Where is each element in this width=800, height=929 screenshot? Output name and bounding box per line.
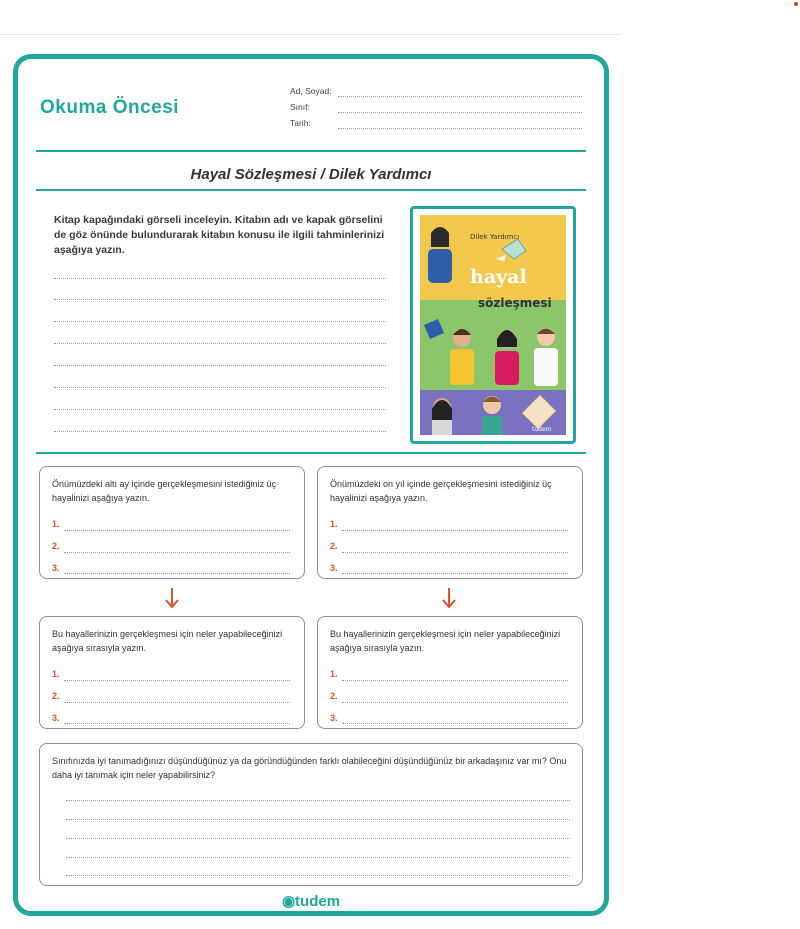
answer-line[interactable] — [54, 409, 386, 410]
item-number: 1. — [52, 519, 60, 529]
answer-line[interactable] — [64, 723, 290, 724]
dreams-six-months-box — [39, 466, 305, 579]
subtitle-rule — [36, 189, 586, 191]
logo-mark-icon: ◉ — [281, 893, 296, 910]
worksheet-frame — [13, 54, 609, 916]
dreams-ten-years-box — [317, 466, 583, 579]
date-label: Tarih: — [290, 118, 311, 128]
name-label: Ad, Soyad: — [290, 86, 332, 96]
answer-line[interactable] — [66, 800, 570, 801]
tudem-logo — [264, 893, 358, 911]
answer-line[interactable] — [64, 680, 290, 681]
book-cover-image — [420, 215, 566, 435]
top-divider — [0, 34, 620, 35]
arrow-down-icon — [165, 587, 179, 609]
answer-line[interactable] — [342, 573, 568, 574]
item-number: 1. — [330, 669, 338, 679]
item-number: 3. — [52, 713, 60, 723]
cover-publisher: tudem — [532, 426, 552, 433]
plan-left-box — [39, 616, 305, 729]
answer-line[interactable] — [342, 702, 568, 703]
answer-line[interactable] — [66, 838, 570, 839]
cover-title-line1: hayal — [470, 266, 527, 288]
answer-line[interactable] — [54, 431, 386, 432]
dreams-ten-years-prompt: Önümüzdeki on yıl içinde gerçekleşmesini istediğiniz üç hayalinizi aşağıya yazın. — [330, 479, 552, 503]
name-field[interactable] — [338, 96, 582, 97]
answer-line[interactable] — [342, 552, 568, 553]
date-field[interactable] — [338, 128, 582, 129]
item-number: 1. — [52, 669, 60, 679]
answer-line[interactable] — [64, 530, 290, 531]
answer-line[interactable] — [64, 573, 290, 574]
class-field[interactable] — [338, 112, 582, 113]
page-title: Okuma Öncesi — [40, 97, 180, 118]
answer-line[interactable] — [342, 680, 568, 681]
logo-text: tudem — [295, 893, 341, 910]
class-label: Sınıf: — [290, 102, 310, 112]
item-number: 3. — [52, 563, 60, 573]
cover-title-line2: sözleşmesi — [478, 296, 552, 310]
friend-question-box — [39, 743, 583, 886]
plan-right-prompt: Bu hayallerinizin gerçekleşmesi için neler yapabileceğinizi aşağıya sırasıyla yazın. — [330, 629, 561, 653]
answer-line[interactable] — [66, 819, 570, 820]
answer-line[interactable] — [66, 875, 570, 876]
item-number: 2. — [52, 691, 60, 701]
book-cover-illustration — [420, 215, 566, 435]
answer-line[interactable] — [54, 299, 386, 300]
friend-question-prompt: Sınıfınızda iyi tanımadığınızı düşündüğünüz ya da göründüğünden farklı olabileceğini düşündüğünüz bir arkadaşınız var mı? Onu daha iyi tanımak için neler yapabilirsiniz? — [52, 756, 567, 780]
answer-line[interactable] — [54, 321, 386, 322]
item-number: 3. — [330, 563, 338, 573]
item-number: 2. — [52, 541, 60, 551]
answer-line[interactable] — [64, 702, 290, 703]
dreams-six-months-prompt: Önümüzdeki altı ay içinde gerçekleşmesini istediğiniz üç hayalinizi aşağıya yazın. — [52, 479, 277, 503]
plan-right-box — [317, 616, 583, 729]
cover-author: Dilek Yardımcı — [470, 233, 520, 241]
item-number: 2. — [330, 541, 338, 551]
intro-instruction: Kitap kapağındaki görseli inceleyin. Kitabın adı ve kapak görselini de göz önünde bulundurarak kitabın konusu ile ilgili tahminlerinizi aşağıya yazın. — [54, 214, 385, 256]
answer-line[interactable] — [54, 343, 386, 344]
marker-dot — [794, 2, 798, 6]
book-cover-frame — [410, 206, 576, 444]
answer-line[interactable] — [54, 387, 386, 388]
answer-line[interactable] — [54, 365, 386, 366]
worksheet-subtitle: Hayal Sözleşmesi / Dilek Yardımcı — [190, 166, 432, 183]
item-number: 2. — [330, 691, 338, 701]
header-rule — [36, 150, 586, 152]
answer-line[interactable] — [54, 278, 386, 279]
answer-line[interactable] — [342, 723, 568, 724]
item-number: 1. — [330, 519, 338, 529]
answer-line[interactable] — [64, 552, 290, 553]
arrow-down-icon — [442, 587, 456, 609]
item-number: 3. — [330, 713, 338, 723]
section-rule — [36, 452, 586, 454]
answer-line[interactable] — [342, 530, 568, 531]
answer-line[interactable] — [66, 857, 570, 858]
plan-left-prompt: Bu hayallerinizin gerçekleşmesi için neler yapabileceğinizi aşağıya sırasıyla yazın. — [52, 629, 283, 653]
